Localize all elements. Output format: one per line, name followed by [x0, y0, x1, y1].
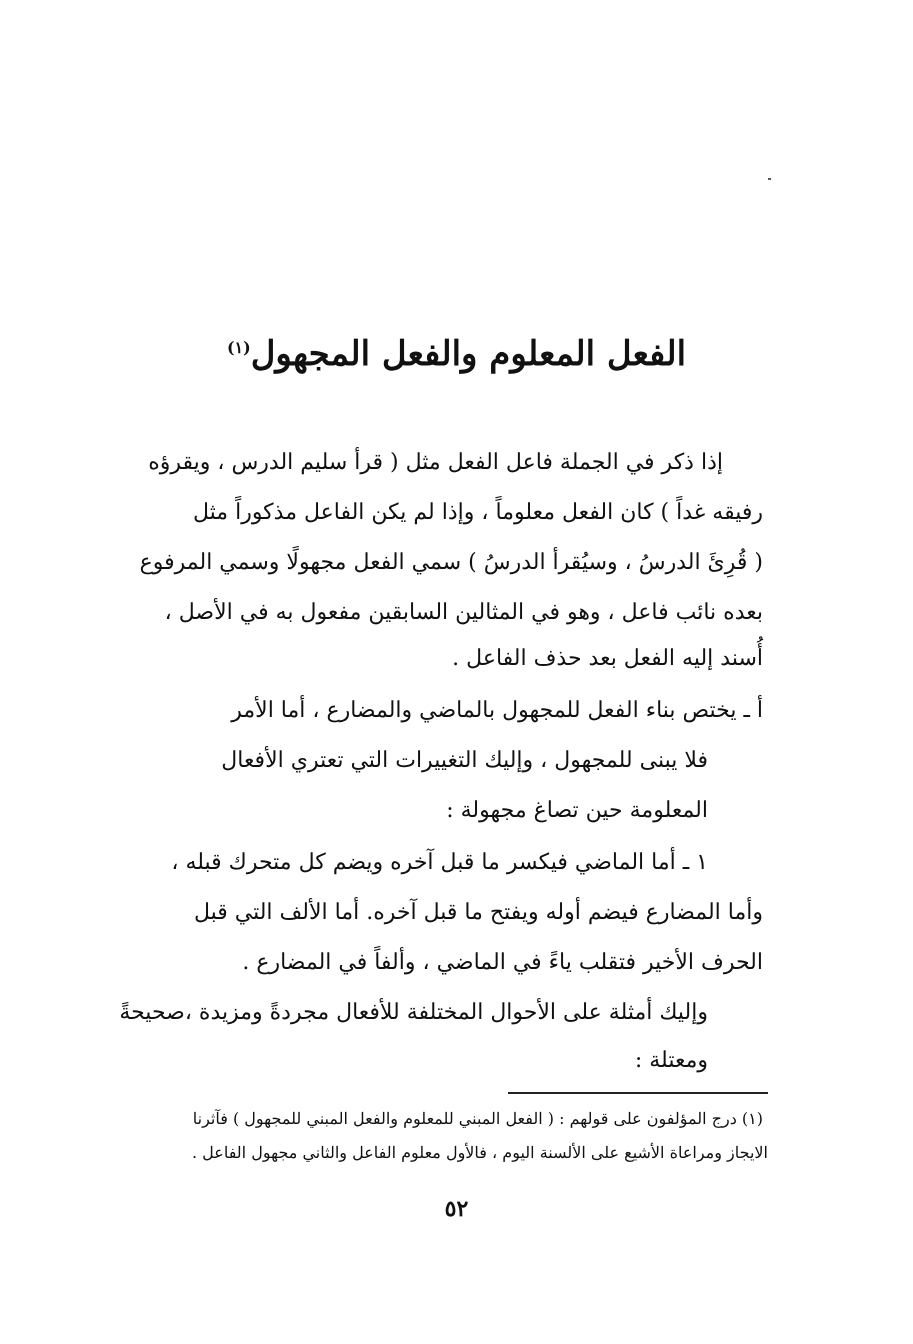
text-line: ( قُرِئَ الدرسُ ، وسيُقرأ الدرسُ ) سمي الفعل مجهولًا وسمي المرفوع: [139, 550, 763, 575]
footnote-line: الايجاز ومراعاة الأشيع على الألسنة اليوم ، فالأول معلوم الفاعل والثاني مجهول الفاعل .: [191, 1143, 768, 1162]
text-line: المعلومة حين تصاغ مجهولة :: [446, 798, 708, 823]
text-line: أُسند إليه الفعل بعد حذف الفاعل .: [452, 646, 763, 671]
page-number: ٥٢: [444, 1196, 469, 1222]
title-footnote-ref: (١): [226, 338, 251, 357]
text-line: إذا ذكر في الجملة فاعل الفعل مثل ( قرأ سليم الدرس ، ويقرؤه: [148, 450, 723, 475]
text-line: فلا يبنى للمجهول ، وإليك التغييرات التي تعتري الأفعال: [221, 748, 708, 773]
text-line: الحرف الأخير فتقلب ياءً في الماضي ، وألفاً في المضارع .: [242, 950, 763, 975]
text-line: وأما المضارع فيضم أوله ويفتح ما قبل آخره. أما الألف التي قبل: [193, 900, 763, 925]
text-line: بعده نائب فاعل ، وهو في المثالين السابقين مفعول به في الأصل ،: [164, 600, 763, 625]
footnote-divider: [508, 1092, 768, 1094]
text-line: ١ ـ أما الماضي فيكسر ما قبل آخره ويضم كل متحرك قبله ،: [171, 850, 708, 875]
text-line: وإليك أمثلة على الأحوال المختلفة للأفعال مجردةً ومزيدة ،صحيحةً: [119, 1000, 708, 1025]
footnote-line: (١) درج المؤلفون على قولهم : ( الفعل المبني للمعلوم والفعل المبني للمجهول ) فآثرنا: [192, 1109, 763, 1128]
title-text: الفعل المعلوم والفعل المجهول: [250, 334, 687, 374]
text-line: ومعتلة :: [634, 1048, 708, 1073]
scan-speck: [768, 178, 771, 180]
text-line: رفيقه غداً ) كان الفعل معلوماً ، وإذا لم يكن الفاعل مذكوراً مثل: [193, 500, 763, 525]
page-title: [0, 330, 913, 378]
text-line: أ ـ يختص بناء الفعل للمجهول بالماضي والمضارع ، أما الأمر: [231, 698, 763, 723]
